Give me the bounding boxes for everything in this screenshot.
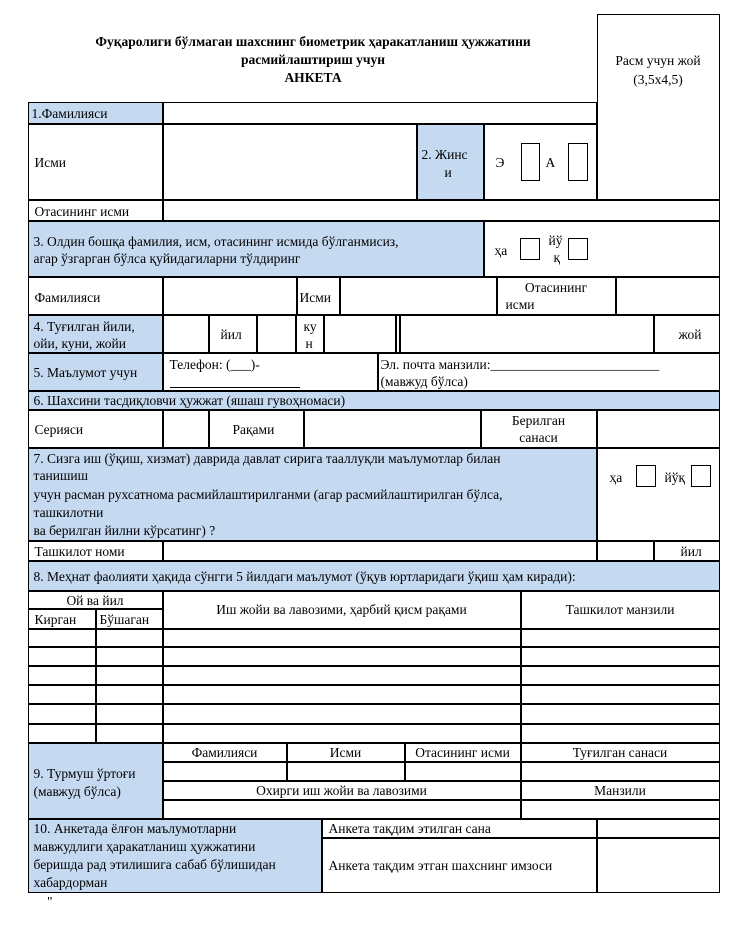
footer-mark: " [47,894,53,909]
patronymic-label: Отасининг исми [34,203,130,219]
work-history-label: 8. Меҳнат фаолияти ҳақида сўнгги 5 йилдаги маълумот (ўқув юртларидаги ўқиш ҳам киради): [33,568,576,584]
work-row-1-entered[interactable] [28,629,96,647]
id-document-header [28,391,720,410]
previous-names-no-label-end: қ [553,249,561,265]
previous-names-question-cell [28,221,484,277]
birth-day-label-end: н [305,335,313,351]
spouse-address-label: Манзили [594,782,646,798]
prev-patronymic-label-end: исми [505,296,535,312]
surname-field[interactable] [163,102,597,124]
gender-female-checkbox[interactable] [568,143,588,181]
work-row-2-entered[interactable] [28,647,96,666]
birth-label-end: ойи, куни, жойи [33,335,126,351]
spouse-name-label: Исми [329,744,362,760]
work-row-2-left[interactable] [96,647,163,666]
prev-name-label: Исми [299,289,332,305]
prev-patronymic-label: Отасининг [524,279,588,295]
work-row-5-address[interactable] [521,704,720,724]
work-row-2-place[interactable] [163,647,521,666]
spouse-patronymic-label: Отасининг исми [415,744,510,760]
birth-label: 4. Туғилган йили, [33,318,135,334]
spouse-surname-field[interactable] [163,762,287,781]
entered-header [28,609,96,629]
spouse-job-header [163,781,521,800]
gender-options [484,124,597,200]
spouse-label-cell [28,743,163,819]
clearance-yes-label: ҳа [609,469,623,485]
work-row-3-address[interactable] [521,666,720,685]
name-field[interactable] [163,124,417,200]
signature-label-cell [322,838,597,893]
issued-label-end: санаси [519,429,558,445]
form-title-line2: расмийлаштириш учун [240,52,386,67]
spouse-job-label: Охирги иш жойи ва лавозими [256,782,427,798]
work-row-5-entered[interactable] [28,704,96,724]
birth-month-field[interactable] [324,315,396,353]
work-row-4-entered[interactable] [28,685,96,704]
spouse-birth-label: Туғилган санаси [572,744,668,760]
clearance-question-cell [28,448,597,541]
issued-label-cell [481,410,597,448]
series-field[interactable] [163,410,209,448]
declaration-cell [28,819,322,893]
month-year-label: Ой ва йил [66,592,124,608]
birth-place-field[interactable] [400,315,654,353]
previous-names-yes-label: ҳа [494,242,508,258]
contact-label: 5. Маълумот учун [33,364,138,380]
work-history-header [28,561,720,591]
birth-day-label: ку [303,318,317,334]
gender-male-checkbox[interactable] [521,143,540,181]
spouse-patronymic-field[interactable] [405,762,521,781]
birth-day-field[interactable] [257,315,296,353]
previous-names-no-label: йў [548,232,563,248]
previous-names-options [484,221,720,277]
declaration-l3: беришда рад этилишига сабаб бўлишидан [33,856,276,872]
phone-underline [170,387,300,388]
org-field[interactable] [163,541,597,561]
signature-field[interactable] [597,838,720,893]
spouse-patronymic-header [405,743,521,762]
org-label-cell [28,541,163,561]
phone-cell[interactable] [163,353,378,391]
left-header [96,609,163,629]
number-label: Рақами [232,421,275,437]
issued-label: Берилган [511,412,566,428]
email-label: Эл. почта манзили:_________________________ [380,356,660,372]
id-document-label: 6. Шахсини тасдиқловчи ҳужжат (яшаш гувоҳномаси) [33,392,346,408]
declaration-l4: хабардорман [33,874,108,890]
work-row-4-address[interactable] [521,685,720,704]
spouse-name-field[interactable] [287,762,405,781]
spouse-birth-header [521,743,720,762]
work-row-6-entered[interactable] [28,724,96,743]
work-row-1-place[interactable] [163,629,521,647]
patronymic-field[interactable] [163,200,720,221]
work-row-5-left[interactable] [96,704,163,724]
clearance-question-l2: танишиш [33,467,89,483]
surname-label-cell [28,102,163,124]
birth-label-cell [28,315,163,353]
work-row-1-address[interactable] [521,629,720,647]
prev-surname-field[interactable] [163,277,297,315]
spouse-address-field[interactable] [521,800,720,819]
form-title-line1: Фуқаролиги бўлмаган шахснинг биометрик ҳаракатланиш ҳужжатини [95,34,531,49]
spouse-name-header [287,743,405,762]
prev-name-field[interactable] [340,277,497,315]
birth-year-field[interactable] [163,315,209,353]
org-year-label-cell [654,541,720,561]
gender-label-cell [417,124,484,200]
email-note: (мавжуд бўлса) [380,373,468,389]
work-row-6-left[interactable] [96,724,163,743]
clearance-question-l1: 7. Сизга иш (ўқиш, хизмат) даврида давлат сирига тааллуқли маълумотлар билан [33,450,501,466]
birth-day-label-cell [296,315,324,353]
work-row-3-left[interactable] [96,666,163,685]
submission-date-label: Анкета тақдим этилган сана [328,820,491,836]
work-row-5-place[interactable] [163,704,521,724]
work-row-1-left[interactable] [96,629,163,647]
org-year-field[interactable] [597,541,654,561]
name-label: Исми [34,154,67,170]
photo-label: Расм учун жой [615,52,701,68]
email-cell[interactable] [378,353,720,391]
left-label: Бўшаган [99,611,150,627]
photo-size: (3,5х4,5) [633,71,683,87]
issued-date-field[interactable] [597,410,720,448]
submission-date-field[interactable] [597,819,720,838]
work-row-6-place[interactable] [163,724,521,743]
birth-year-label: йил [220,326,242,342]
declaration-l1: 10. Анкетада ёлғон маълумотларни [33,820,237,836]
org-year-label: йил [680,543,702,559]
previous-names-yes-checkbox[interactable] [520,238,540,260]
prev-surname-label-cell [28,277,163,315]
gender-male-label: Э [495,154,505,170]
gender-label-end: и [444,164,452,180]
prev-patronymic-field[interactable] [616,277,720,315]
declaration-l2: мавжудлиги ҳаракатланиш ҳужжатини [33,838,256,854]
spouse-label: 9. Турмуш ўртоғи [33,765,136,781]
number-label-cell [209,410,304,448]
org-label: Ташкилот номи [34,543,125,559]
name-label-cell [28,124,163,200]
clearance-yes-checkbox[interactable] [636,465,656,487]
work-row-3-entered[interactable] [28,666,96,685]
work-row-3-place[interactable] [163,666,521,685]
surname-label: 1.Фамилияси [31,105,108,121]
prev-surname-label: Фамилияси [34,289,101,305]
birth-place-label-cell [654,315,720,353]
spouse-address-header [521,781,720,800]
spouse-job-field[interactable] [163,800,521,819]
entered-label: Кирган [34,611,77,627]
gender-label: 2. Жинс [421,146,468,162]
birth-year-label-cell [209,315,257,353]
previous-names-question: 3. Олдин бошқа фамилия, исм, отасининг исмида бўлганмисиз, [33,233,399,249]
patronymic-label-cell [28,200,163,221]
org-address-header [521,591,720,629]
workplace-header [163,591,521,629]
work-row-6-address[interactable] [521,724,720,743]
previous-names-instruction: агар ўзгарган бўлса қуйидагиларни тўлдиринг [33,250,301,266]
workplace-label: Иш жойи ва лавозими, ҳарбий қисм рақами [216,601,467,617]
clearance-question-l5: ва берилган йилни кўрсатинг) ? [33,522,216,538]
spouse-note: (мавжуд бўлса) [33,783,121,799]
photo-box [597,14,720,200]
signature-label: Анкета тақдим этган шахснинг имзоси [328,857,553,873]
spouse-birth-field[interactable] [521,762,720,781]
previous-names-no-checkbox[interactable] [568,238,588,260]
clearance-question-l3: учун расман рухсатнома расмийлаштирилганми (агар расмийлаштирилган бўлса, [33,486,503,502]
work-row-4-place[interactable] [163,685,521,704]
gender-female-label: А [545,154,556,170]
submission-date-label-cell [322,819,597,838]
form-title: АНКЕТА [284,70,342,85]
spouse-surname-header [163,743,287,762]
phone-label: Телефон: (___)- [169,356,260,372]
number-field[interactable] [304,410,481,448]
prev-name-label-cell [297,277,340,315]
contact-label-cell [28,353,163,391]
clearance-question-l4: ташкилотни [33,504,104,520]
spouse-surname-label: Фамилияси [191,744,258,760]
prev-patronymic-label-cell [497,277,616,315]
clearance-no-label: йўқ [664,469,686,485]
clearance-options [597,448,720,541]
work-row-2-address[interactable] [521,647,720,666]
series-label-cell [28,410,163,448]
birth-place-label: жой [678,326,702,342]
clearance-no-checkbox[interactable] [691,465,711,487]
work-row-4-left[interactable] [96,685,163,704]
org-address-label: Ташкилот манзили [565,601,675,617]
month-year-header [28,591,163,609]
series-label: Серияси [34,421,84,437]
